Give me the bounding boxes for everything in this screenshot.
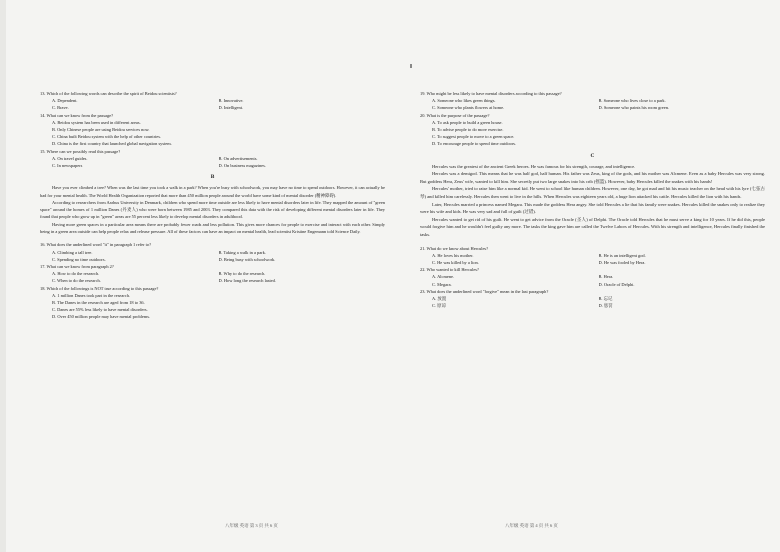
section-heading-c: C <box>590 152 595 159</box>
option-d: D. How long the research lasted. <box>218 278 276 284</box>
option-a: A. On travel guides. <box>52 155 88 161</box>
question-stem: 17. What can we know from paragraph 2? <box>40 263 114 269</box>
option-b: B. Someone who lives close to a park. <box>598 98 666 104</box>
question-stem: 13. Which of the following words can describe the spirit of Beidou scientists? <box>40 91 177 96</box>
option-b: B. Hera. <box>598 274 614 280</box>
question-17 <box>40 263 385 285</box>
passage-paragraph: Have you ever climbed a tree? When was the last time you took a walk in a park? When you're busy with schoolwork, you may have no time to spend outdoors. However, it can actually be bad for your mental health. The World Health Organization reported that more than 450 million people around the world have some kind of mental disorder (精神障碍). <box>40 185 385 198</box>
question-18 <box>40 285 385 321</box>
passage-paragraph: Hercules was the greatest of the ancient Greek heroes. He was famous for his strength, courage, and intelligence. <box>432 163 636 169</box>
option-a: A. 放置 <box>432 295 447 301</box>
option-a: A. To ask people to build a green house. <box>432 119 503 125</box>
option-c: C. China built Beidou system with the help of other countries. <box>52 134 162 140</box>
option-a: A. Climbing a tall tree. <box>52 249 93 255</box>
option-d: D. Someone who paints his room green. <box>598 105 669 111</box>
option-b: B. Taking a walk in a park. <box>218 249 266 255</box>
option-d: D. Being busy with schoolwork. <box>218 256 276 262</box>
option-d: D. Oracle of Delphi. <box>598 281 635 287</box>
question-stem: 14. What can we know from the passage? <box>40 112 114 118</box>
option-d: D. On business magazines. <box>218 163 266 169</box>
option-c: C. When to do the research. <box>52 278 101 284</box>
option-a: A. Beidou system has been used in different areas. <box>52 119 141 125</box>
question-14 <box>40 112 385 148</box>
option-b: B. Only Chinese people are using Beidou services now. <box>52 127 150 133</box>
option-b: B. 忘记 <box>598 295 613 301</box>
option-b: B. On advertisements. <box>218 155 258 161</box>
option-c: C. Spending no time outdoors. <box>52 256 106 262</box>
option-d: D. Over 450 million people may have mental problems. <box>52 314 151 320</box>
question-stem: 20. What is the purpose of the passage? <box>420 112 490 118</box>
option-d: D. Intelligent. <box>218 105 244 111</box>
question-13 <box>40 90 385 112</box>
option-d: D. 惩罚 <box>598 303 613 309</box>
option-b: B. Why to do the research. <box>218 271 266 277</box>
question-stem: 15. Where can we possibly read this passage? <box>40 148 121 154</box>
passage-paragraph: Hercules wanted to get rid of his guilt. He went to get advice from the Oracle (圣人) of Delphi. The Oracle told Hercules that he must serve a king for 10 years. If he did this, people would forgive him and he wouldn't feel guilty any more. The tasks the king gave him are called the Twelve Labors of Hercules. With his strength and intelligence, Hercules finally finished the tasks. <box>420 216 765 237</box>
option-d: D. To encourage people to spend time outdoors. <box>432 141 517 147</box>
passage-paragraph: According to researchers from Aarhus University in Denmark, children who spend more time outside are less likely to have mental disorders later in life. They mapped the amount of "green space" around the homes of 1 million Danes (丹麦人) who were born between 1985 and 2003. They compared this data with the risk of developing different mental disorders later in life. They found that people who grow up in "green" areas are 55 percent less likely to develop mental disorders in adulthood. <box>40 199 385 220</box>
option-b: B. The Danes in the research are aged from 18 to 36. <box>52 299 145 305</box>
question-stem: 22. Who wanted to kill Hercules? <box>420 267 479 273</box>
option-d: D. He was fooled by Hera. <box>598 259 646 265</box>
question-stem: 21. What do we know about Hercules? <box>420 245 489 251</box>
passage-paragraph: Having more green spaces in a particular area means there are probably fewer roads and less pollution. This gives more chances for people to exercise and interact with each other. Simply being in a green area outside can help people relax and release pressure. All of these factors can have an impact on mental health, lead scientist Kristine Engemann told Science Daily. <box>40 221 385 235</box>
question-23 <box>420 288 765 310</box>
scan-mark <box>410 64 412 68</box>
passage-paragraph: Hercules was a demigod. This means that he was half god, half human. His father was Zeus, king of the gods, and his mother was Alcmene. Even as a baby Hercules was very strong. But goddess Hera, Zeus' wife, wanted to kill him. She secretly put two large snakes into his crib (摇篮). However, baby Hercules killed the snakes with his hands! <box>420 171 765 184</box>
left-page <box>10 0 385 552</box>
question-22 <box>420 266 765 288</box>
question-21 <box>420 245 765 267</box>
question-15 <box>40 148 385 170</box>
page-footer: 八年级 英语 第 3 页 共 6 页 <box>225 523 278 528</box>
option-c: C. Brave. <box>52 105 69 111</box>
question-stem: 16. What does the underlined word "it" in paragraph 1 refer to? <box>40 242 152 248</box>
option-a: A. Someone who likes green things. <box>432 98 496 104</box>
right-page <box>395 0 765 552</box>
passage-paragraph: Hercules' mother, tried to raise him like a normal kid. He went to school like human children. However, one day, he got mad and hit his music teacher on the head with his lyre (七弦古琴) and killed him carelessly. Hercules then went to live in the hills. When Hercules was eighteen years old, a huge lion attacked his cattle. Hercules killed the lion with his hands. <box>420 186 765 199</box>
option-c: C. Megara. <box>432 281 452 287</box>
scan-shadow <box>0 0 6 552</box>
option-c: C. In newspapers <box>52 163 83 169</box>
option-b: B. He is an intelligent god. <box>598 252 646 258</box>
passage-c <box>420 163 765 239</box>
option-a: A. Dependent. <box>52 98 78 104</box>
option-d: D. China is the first country that launched global navigation system. <box>52 141 172 147</box>
left-column <box>40 90 385 321</box>
question-19 <box>420 90 765 112</box>
right-column <box>420 90 765 309</box>
option-a: A. Alcmene. <box>432 274 455 280</box>
question-stem: 19. Who might be less likely to have mental disorders according to this passage? <box>420 91 562 96</box>
section-heading-b: B <box>210 174 215 181</box>
option-c: C. 原谅 <box>432 303 446 309</box>
option-b: B. Innovative. <box>218 98 244 104</box>
passage-paragraph: Later, Hercules married a princess named Megara. This made the goddess Hera angry. She told Hercules a lie that his family were snakes. Hercules killed the snakes only to realize they were his wife and kids. He was very sad and full of guilt (过错). <box>420 201 765 215</box>
question-20 <box>420 112 765 148</box>
page-footer: 八年级 英语 第 4 页 共 6 页 <box>505 523 558 528</box>
question-stem: 23. What does the underlined word "forgive" mean in the last paragraph? <box>420 288 549 294</box>
option-b: B. To advise people to do more exercise. <box>432 127 504 133</box>
option-a: A. 1 million Danes took part in the research. <box>52 292 131 298</box>
option-c: C. He was killed by a lion. <box>432 259 479 265</box>
passage-b <box>40 184 385 235</box>
option-c: C. Someone who plants flowers at home. <box>432 105 505 111</box>
option-a: A. How to do the research. <box>52 271 100 277</box>
option-a: A. He loves his mother. <box>432 252 474 258</box>
question-stem: 18. Which of the followings is NOT true according to this passage? <box>40 285 159 291</box>
question-16 <box>40 241 385 263</box>
option-c: C. To suggest people to move to a green space. <box>432 134 515 140</box>
option-c: C. Danes are 55% less likely to have mental disorders. <box>52 307 148 313</box>
